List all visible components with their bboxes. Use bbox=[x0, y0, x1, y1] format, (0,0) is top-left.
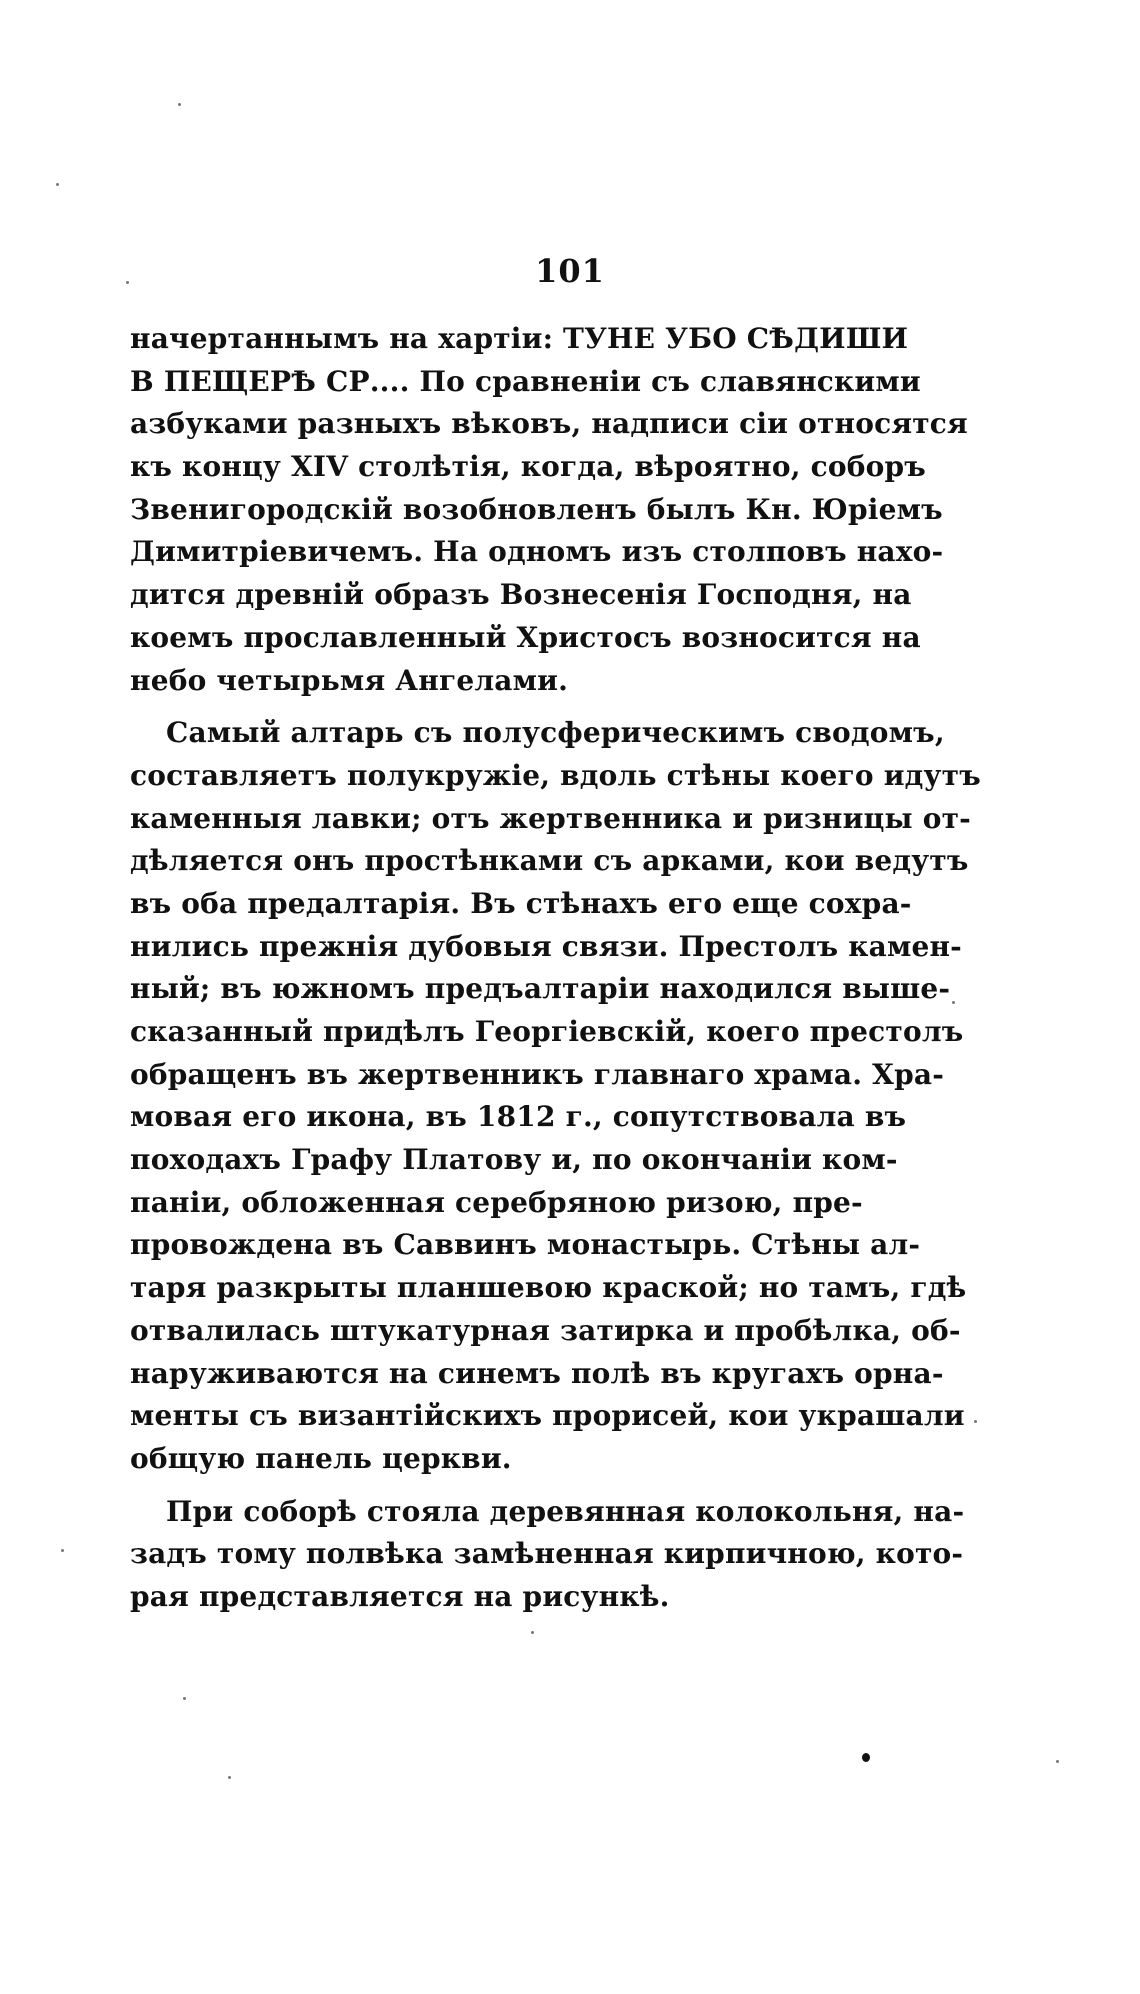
text-line: задъ тому полвѣка замѣненная кирпичною, кото- bbox=[130, 1537, 964, 1571]
scan-ink-blot bbox=[862, 1753, 870, 1762]
text-line: въ оба предалтарія. Въ стѣнахъ его еще сохра- bbox=[130, 886, 912, 920]
text-line: паніи, обложенная серебряною ризою, пре- bbox=[130, 1185, 863, 1219]
paragraph-gap bbox=[130, 702, 850, 712]
text-line: отвалилась штукатурная затирка и пробѣлка, об- bbox=[130, 1313, 961, 1347]
scan-speck bbox=[183, 1697, 186, 1700]
scan-speck bbox=[952, 1001, 955, 1004]
text-line: мовая его икона, въ 1812 г., сопутствовала въ bbox=[130, 1100, 907, 1134]
text-line: азбуками разныхъ вѣковъ, надписи сіи относятся bbox=[130, 407, 968, 441]
text-line: дѣляется онъ простѣнками съ арками, кои ведутъ bbox=[130, 844, 969, 878]
text-line: наруживаются на синемъ полѣ въ кругахъ орна- bbox=[130, 1356, 944, 1390]
text-line: При соборѣ стояла деревянная колокольня, на- bbox=[166, 1494, 965, 1528]
text-line: нились прежнія дубовыя связи. Престолъ камен- bbox=[130, 929, 963, 963]
paragraph bbox=[130, 1491, 965, 1619]
scan-speck bbox=[228, 1776, 231, 1779]
text-line: небо четырьмя Ангелами. bbox=[130, 663, 569, 697]
text-line: походахъ Графу Платову и, по окончаніи ком- bbox=[130, 1143, 898, 1177]
text-line: провождена въ Саввинъ монастырь. Стѣны ал- bbox=[130, 1228, 921, 1262]
text-line: коемъ прославленный Христосъ возносится на bbox=[130, 620, 921, 654]
paragraph bbox=[130, 318, 968, 702]
text-line: Димитріевичемъ. На одномъ изъ столповъ нахо- bbox=[130, 535, 944, 569]
text-line: составляетъ полукружіе, вдоль стѣны коего идутъ bbox=[130, 758, 981, 792]
text-line: Звенигородскій возобновленъ былъ Кн. Юріемъ bbox=[130, 492, 943, 526]
text-line: общую панель церкви. bbox=[130, 1441, 512, 1475]
text-line: къ концу XIV столѣтія, когда, вѣроятно, соборъ bbox=[130, 450, 926, 484]
text-line: ный; въ южномъ предъалтаріи находился выше- bbox=[130, 972, 951, 1006]
page-number: 101 bbox=[535, 252, 605, 290]
text-line: менты съ византійскихъ прорисей, кои украшали bbox=[130, 1399, 965, 1433]
text-line: В ПЕЩЕРѢ СР.... По сравненіи съ славянскими bbox=[130, 364, 921, 398]
scan-speck bbox=[974, 1420, 977, 1423]
text-line: дится древній образъ Вознесенія Господня, на bbox=[130, 578, 912, 612]
text-line: Самый алтарь съ полусферическимъ сводомъ, bbox=[166, 716, 945, 750]
text-line: начертаннымъ на хартіи: ТУНЕ УБО СѢДИШИ bbox=[130, 322, 909, 355]
page-body-text bbox=[130, 318, 981, 1619]
paragraph bbox=[130, 712, 981, 1480]
scan-speck bbox=[531, 1631, 534, 1634]
paragraph-gap bbox=[130, 1481, 850, 1491]
text-line: рая представляется на рисункѣ. bbox=[130, 1579, 670, 1613]
text-line: сказанный придѣлъ Георгіевскій, коего престолъ bbox=[130, 1015, 964, 1048]
scan-speck bbox=[178, 103, 181, 106]
scan-speck bbox=[56, 183, 59, 186]
text-line: каменныя лавки; отъ жертвенника и ризницы от- bbox=[130, 801, 971, 835]
scan-speck bbox=[1056, 1760, 1059, 1763]
text-line: таря разкрыты планшевою краской; но тамъ, гдѣ bbox=[130, 1271, 967, 1305]
scan-speck bbox=[126, 281, 129, 284]
scan-speck bbox=[61, 1549, 64, 1552]
text-line: обращенъ въ жертвенникъ главнаго храма. Хра- bbox=[130, 1057, 945, 1091]
